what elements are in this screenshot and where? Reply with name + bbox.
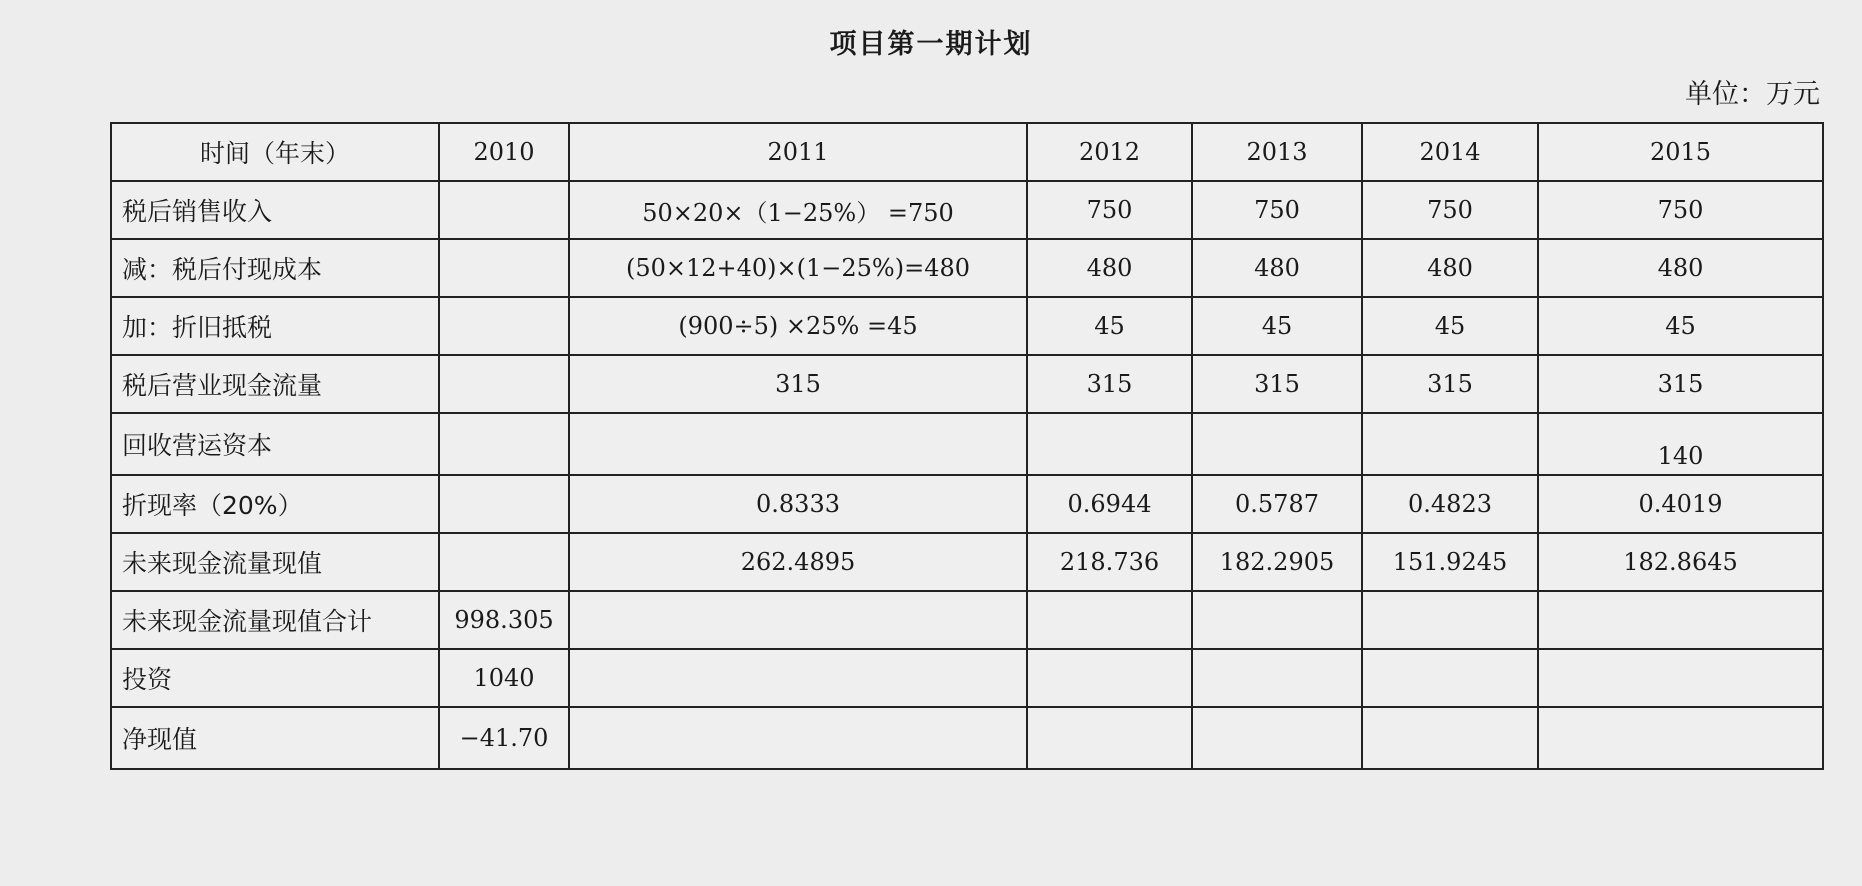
table-cell: [439, 355, 569, 413]
table-cell: −41.70: [439, 707, 569, 769]
table-cell: 262.4895: [569, 533, 1027, 591]
table-header-row: [111, 123, 1823, 181]
table-row: [111, 475, 1823, 533]
table-cell: [439, 413, 569, 475]
table-cell: 480: [1538, 239, 1823, 297]
table-row: [111, 239, 1823, 297]
table-row: [111, 297, 1823, 355]
table-cell: (50×12+40)×(1−25%)=480: [569, 239, 1027, 297]
header-year-2014: 2014: [1362, 123, 1538, 181]
table-cell: 480: [1027, 239, 1192, 297]
unit-label: 单位：万元: [1685, 79, 1820, 110]
table-cell: 182.2905: [1192, 533, 1362, 591]
table-cell: 0.5787: [1192, 475, 1362, 533]
table-cell: 1040: [439, 649, 569, 707]
row-label: 加：折旧抵税: [111, 297, 439, 355]
table-cell: 315: [1192, 355, 1362, 413]
table-cell: 45: [1362, 297, 1538, 355]
table-cell: 0.6944: [1027, 475, 1192, 533]
table-cell: (900÷5) ×25% =45: [569, 297, 1027, 355]
row-label: 净现值: [111, 707, 439, 769]
table-cell: 45: [1192, 297, 1362, 355]
table-cell: [1362, 707, 1538, 769]
table-cell: 750: [1362, 181, 1538, 239]
table-cell: [569, 649, 1027, 707]
table-cell: 182.8645: [1538, 533, 1823, 591]
table-cell: 315: [1027, 355, 1192, 413]
table-row: [111, 649, 1823, 707]
table-cell: 0.8333: [569, 475, 1027, 533]
header-year-2015: 2015: [1538, 123, 1823, 181]
table-cell: [1538, 707, 1823, 769]
table-cell: [1027, 591, 1192, 649]
table-cell: 0.4019: [1538, 475, 1823, 533]
table-cell: [1027, 649, 1192, 707]
table-cell: 750: [1192, 181, 1362, 239]
table-cell: 480: [1192, 239, 1362, 297]
table-cell: 140: [1538, 413, 1823, 475]
row-label: 未来现金流量现值合计: [111, 591, 439, 649]
table-cell: [1192, 591, 1362, 649]
table-cell: 50×20×（1−25%） =750: [569, 181, 1027, 239]
table-row: [111, 355, 1823, 413]
row-label: 折现率（20%）: [111, 475, 439, 533]
table-row: [111, 413, 1823, 475]
header-year-2013: 2013: [1192, 123, 1362, 181]
table-cell: [439, 239, 569, 297]
table-cell: 0.4823: [1362, 475, 1538, 533]
table-cell: 750: [1538, 181, 1823, 239]
table-cell: [1538, 591, 1823, 649]
row-label: 回收营运资本: [111, 413, 439, 475]
table-cell: [1362, 649, 1538, 707]
table-row: [111, 707, 1823, 769]
table-row: [111, 533, 1823, 591]
table-cell: [439, 475, 569, 533]
header-time-label: 时间（年末）: [111, 123, 439, 181]
table-cell: [569, 413, 1027, 475]
table-cell: [569, 707, 1027, 769]
row-label: 税后营业现金流量: [111, 355, 439, 413]
header-year-2011: 2011: [569, 123, 1027, 181]
table-cell: [1538, 649, 1823, 707]
row-label: 投资: [111, 649, 439, 707]
table-cell: 750: [1027, 181, 1192, 239]
header-year-2010: 2010: [439, 123, 569, 181]
table-cell: [1192, 649, 1362, 707]
table-cell: [1027, 707, 1192, 769]
table-cell: [1192, 707, 1362, 769]
row-label: 未来现金流量现值: [111, 533, 439, 591]
table-cell: 315: [569, 355, 1027, 413]
table-cell: 151.9245: [1362, 533, 1538, 591]
table-cell: [1362, 591, 1538, 649]
page-title: 项目第一期计划: [829, 29, 1033, 60]
table-cell: 45: [1027, 297, 1192, 355]
table-cell: [1192, 413, 1362, 475]
row-label: 减：税后付现成本: [111, 239, 439, 297]
table-cell: 45: [1538, 297, 1823, 355]
plan-table: [110, 122, 1824, 770]
table-cell: 998.305: [439, 591, 569, 649]
table-cell: [569, 591, 1027, 649]
table-cell: [439, 297, 569, 355]
table-cell: [1027, 413, 1192, 475]
table-row: [111, 181, 1823, 239]
table-cell: [439, 533, 569, 591]
table-cell: 315: [1538, 355, 1823, 413]
table-row: [111, 591, 1823, 649]
header-year-2012: 2012: [1027, 123, 1192, 181]
table-cell: [1362, 413, 1538, 475]
table-cell: 218.736: [1027, 533, 1192, 591]
table-cell: 315: [1362, 355, 1538, 413]
table-cell: [439, 181, 569, 239]
row-label: 税后销售收入: [111, 181, 439, 239]
table-cell: 480: [1362, 239, 1538, 297]
